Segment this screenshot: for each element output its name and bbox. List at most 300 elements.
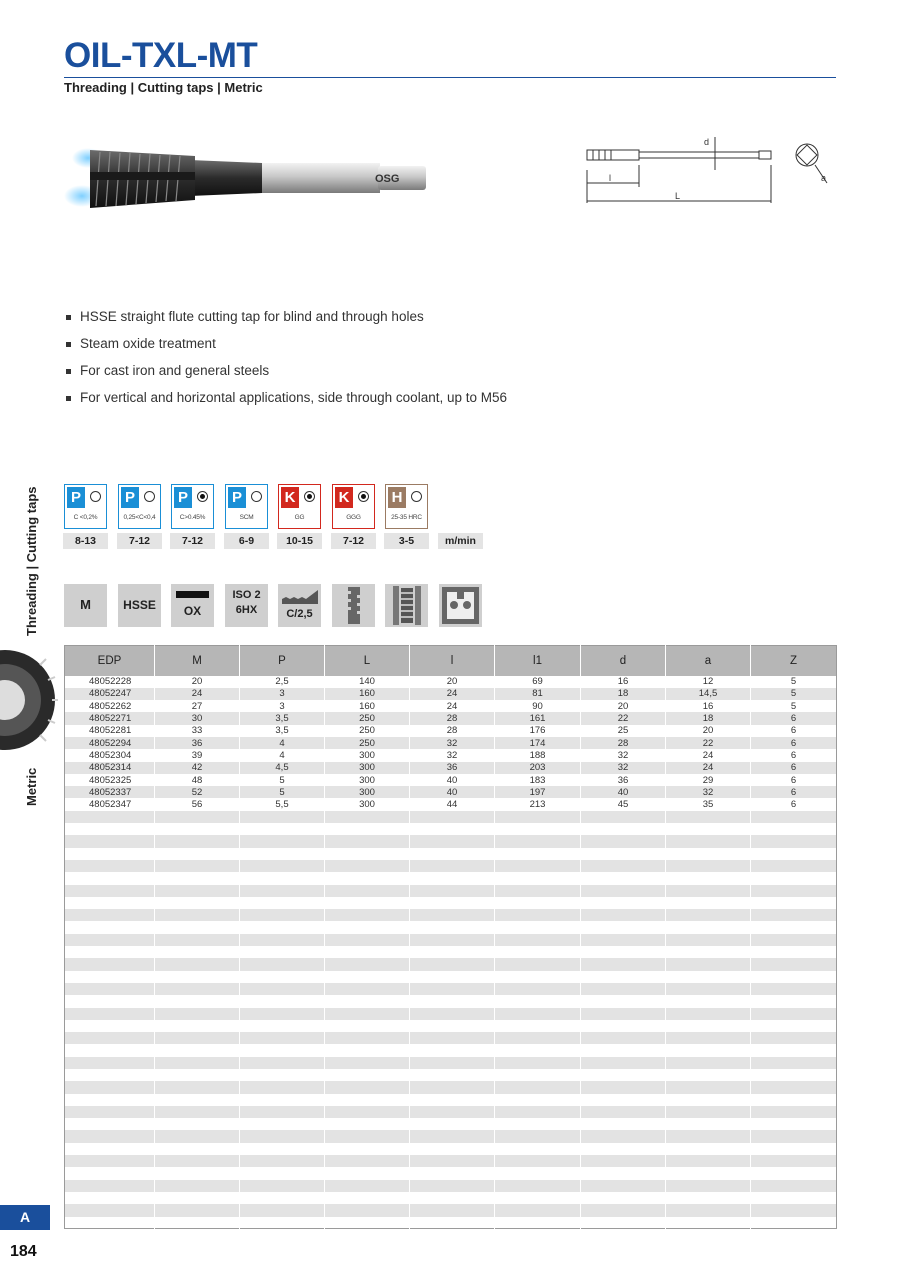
table-cell [65, 971, 155, 983]
table-cell [325, 934, 410, 946]
table-cell: 12 [666, 676, 751, 688]
table-cell [65, 1106, 155, 1118]
table-cell [751, 1032, 837, 1044]
table-cell [495, 811, 581, 823]
table-cell [65, 835, 155, 847]
material-k-gg: K GG [278, 484, 321, 529]
table-cell [581, 835, 666, 847]
column-header: EDP [65, 646, 155, 676]
empty-table-row [65, 1081, 837, 1093]
material-hsse-icon: HSSE [118, 584, 161, 627]
table-cell [581, 1192, 666, 1204]
table-cell [240, 1167, 325, 1179]
side-subcategory-label: Metric [24, 767, 39, 806]
table-cell [155, 995, 240, 1007]
table-cell: 48052304 [65, 749, 155, 761]
empty-table-row [65, 897, 837, 909]
table-cell: 176 [495, 725, 581, 737]
table-cell [155, 1118, 240, 1130]
table-cell [581, 958, 666, 970]
table-cell: 30 [155, 712, 240, 724]
empty-table-row [65, 1106, 837, 1118]
table-cell [751, 1081, 837, 1093]
table-cell [155, 823, 240, 835]
table-cell [155, 860, 240, 872]
applicability-icon [197, 491, 208, 502]
table-cell [495, 971, 581, 983]
table-cell [751, 811, 837, 823]
table-cell: 45 [581, 798, 666, 810]
table-cell [155, 848, 240, 860]
table-cell: 24 [666, 749, 751, 761]
table-cell [240, 835, 325, 847]
column-header: a [666, 646, 751, 676]
table-cell [751, 921, 837, 933]
empty-table-row [65, 1057, 837, 1069]
table-cell [751, 983, 837, 995]
table-cell [65, 921, 155, 933]
table-cell [240, 1020, 325, 1032]
table-cell: 160 [325, 700, 410, 712]
table-cell [581, 1180, 666, 1192]
table-cell [751, 1044, 837, 1056]
table-cell [495, 909, 581, 921]
table-cell [240, 1155, 325, 1167]
table-cell [325, 1155, 410, 1167]
table-cell [581, 1106, 666, 1118]
table-cell [155, 1192, 240, 1204]
table-cell: 5 [751, 688, 837, 700]
table-cell [240, 872, 325, 884]
metric-thread-icon: M [64, 584, 107, 627]
table-cell [240, 1217, 325, 1229]
table-cell [581, 1081, 666, 1093]
table-cell: 5 [240, 786, 325, 798]
table-cell [65, 1204, 155, 1216]
table-cell [65, 1167, 155, 1179]
table-cell [666, 1008, 751, 1020]
table-cell: 52 [155, 786, 240, 798]
table-cell [65, 1069, 155, 1081]
table-cell: 48052314 [65, 762, 155, 774]
table-cell [666, 1106, 751, 1118]
table-cell [325, 835, 410, 847]
table-cell [410, 835, 495, 847]
table-cell: 48052347 [65, 798, 155, 810]
table-cell [751, 1180, 837, 1192]
cutting-speed: 7-12 [117, 533, 162, 549]
table-cell [410, 1167, 495, 1179]
table-cell [666, 1069, 751, 1081]
table-cell [155, 1130, 240, 1142]
empty-table-row [65, 1180, 837, 1192]
table-cell [410, 1106, 495, 1118]
table-cell: 81 [495, 688, 581, 700]
table-cell [65, 1143, 155, 1155]
table-cell: 2,5 [240, 676, 325, 688]
table-cell [155, 1069, 240, 1081]
table-cell [65, 885, 155, 897]
table-cell: 250 [325, 737, 410, 749]
table-cell [495, 835, 581, 847]
table-cell: 28 [410, 725, 495, 737]
table-cell [751, 823, 837, 835]
svg-text:L: L [675, 191, 681, 201]
table-cell [495, 860, 581, 872]
table-cell [155, 885, 240, 897]
table-cell [325, 1094, 410, 1106]
applicability-icon [251, 491, 262, 502]
empty-table-row [65, 860, 837, 872]
table-cell: 3,5 [240, 725, 325, 737]
table-cell [751, 946, 837, 958]
table-cell [581, 1130, 666, 1142]
page-number: 184 [10, 1243, 37, 1260]
empty-table-row [65, 971, 837, 983]
empty-table-row [65, 1192, 837, 1204]
table-cell [65, 909, 155, 921]
straight-flute-icon [332, 584, 375, 627]
table-cell: 40 [410, 774, 495, 786]
table-cell [581, 848, 666, 860]
table-cell [410, 1069, 495, 1081]
table-cell [155, 811, 240, 823]
table-cell: 300 [325, 762, 410, 774]
table-cell [581, 1217, 666, 1229]
table-row [65, 676, 837, 688]
table-cell [751, 1020, 837, 1032]
empty-table-row [65, 909, 837, 921]
table-cell [410, 811, 495, 823]
table-cell [325, 848, 410, 860]
table-cell: 250 [325, 725, 410, 737]
material-k-ggg: K GGG [332, 484, 375, 529]
cutting-speed: 3-5 [384, 533, 429, 549]
table-cell [495, 1155, 581, 1167]
table-cell: 140 [325, 676, 410, 688]
table-cell: 3 [240, 700, 325, 712]
table-cell [495, 983, 581, 995]
table-cell: 69 [495, 676, 581, 688]
table-cell [240, 1192, 325, 1204]
table-cell [65, 860, 155, 872]
table-cell [325, 1032, 410, 1044]
table-cell [495, 958, 581, 970]
table-cell [410, 946, 495, 958]
table-cell [495, 1118, 581, 1130]
table-cell: 20 [410, 676, 495, 688]
table-cell [325, 1044, 410, 1056]
table-row [65, 725, 837, 737]
table-cell [240, 897, 325, 909]
table-cell: 6 [751, 737, 837, 749]
table-cell [155, 983, 240, 995]
table-cell [495, 1020, 581, 1032]
table-cell [410, 1020, 495, 1032]
chamfer-icon: C/2,5 [278, 584, 321, 627]
table-row [65, 786, 837, 798]
side-coolant-icon [439, 584, 482, 627]
table-cell [325, 909, 410, 921]
table-cell [666, 1094, 751, 1106]
table-cell: 183 [495, 774, 581, 786]
table-cell [581, 1057, 666, 1069]
table-cell [325, 1069, 410, 1081]
table-cell: 3 [240, 688, 325, 700]
table-cell [65, 1081, 155, 1093]
table-cell [240, 1069, 325, 1081]
table-cell: 4 [240, 749, 325, 761]
table-cell [495, 823, 581, 835]
table-cell [666, 1130, 751, 1142]
table-cell [155, 921, 240, 933]
table-cell [65, 872, 155, 884]
table-cell: 42 [155, 762, 240, 774]
through-hole-icon [385, 584, 428, 627]
table-cell [751, 1155, 837, 1167]
table-row [65, 700, 837, 712]
table-cell [325, 1130, 410, 1142]
table-cell [666, 1044, 751, 1056]
table-cell [751, 1094, 837, 1106]
table-cell [325, 811, 410, 823]
cutting-speed: 8-13 [63, 533, 108, 549]
column-header: Z [751, 646, 837, 676]
table-cell [495, 1032, 581, 1044]
table-cell [751, 1069, 837, 1081]
table-cell [666, 1204, 751, 1216]
table-cell: 160 [325, 688, 410, 700]
empty-table-row [65, 1130, 837, 1142]
table-cell [581, 860, 666, 872]
table-cell [155, 1032, 240, 1044]
table-cell [751, 1106, 837, 1118]
table-cell [751, 995, 837, 1007]
table-cell [495, 1192, 581, 1204]
empty-table-row [65, 1069, 837, 1081]
applicability-icon [90, 491, 101, 502]
table-cell [410, 1204, 495, 1216]
table-cell: 48052294 [65, 737, 155, 749]
side-category-label: Threading | Cutting taps [24, 486, 39, 636]
feature-item: For vertical and horizontal applications, side through coolant, up to M56 [66, 388, 507, 415]
table-cell [666, 983, 751, 995]
speed-unit: m/min [438, 533, 483, 549]
table-cell [155, 897, 240, 909]
table-cell [581, 1155, 666, 1167]
table-cell [581, 1044, 666, 1056]
table-cell [666, 946, 751, 958]
table-cell: 32 [581, 762, 666, 774]
applicability-icon [358, 491, 369, 502]
table-cell [65, 1008, 155, 1020]
table-cell [581, 872, 666, 884]
table-cell: 18 [666, 712, 751, 724]
table-cell: 300 [325, 749, 410, 761]
table-cell [751, 835, 837, 847]
table-cell: 40 [581, 786, 666, 798]
table-cell [495, 1106, 581, 1118]
table-cell: 33 [155, 725, 240, 737]
table-cell [65, 983, 155, 995]
table-cell [65, 1217, 155, 1229]
empty-table-row [65, 946, 837, 958]
table-cell [410, 885, 495, 897]
table-cell [240, 1044, 325, 1056]
column-header: l1 [495, 646, 581, 676]
table-cell [410, 1118, 495, 1130]
table-cell: 5 [751, 700, 837, 712]
table-cell [751, 1217, 837, 1229]
table-cell [65, 958, 155, 970]
table-cell [240, 1180, 325, 1192]
table-cell [325, 946, 410, 958]
table-cell [240, 1118, 325, 1130]
empty-table-row [65, 995, 837, 1007]
table-cell [410, 1155, 495, 1167]
table-cell [325, 1057, 410, 1069]
feature-item: For cast iron and general steels [66, 361, 507, 388]
table-cell: 56 [155, 798, 240, 810]
table-cell [325, 1081, 410, 1093]
table-cell [666, 971, 751, 983]
table-cell [410, 934, 495, 946]
table-cell: 16 [581, 676, 666, 688]
table-cell [495, 1143, 581, 1155]
table-cell [581, 909, 666, 921]
table-cell [410, 983, 495, 995]
table-cell [155, 1020, 240, 1032]
table-cell: 20 [155, 676, 240, 688]
table-cell: 4 [240, 737, 325, 749]
table-cell: 18 [581, 688, 666, 700]
table-cell [65, 1094, 155, 1106]
table-cell [155, 1204, 240, 1216]
table-cell [410, 1044, 495, 1056]
table-cell: 6 [751, 786, 837, 798]
table-cell [751, 1130, 837, 1142]
empty-table-row [65, 1020, 837, 1032]
table-cell [581, 971, 666, 983]
table-cell [240, 1130, 325, 1142]
table-cell [240, 1094, 325, 1106]
table-cell: 24 [666, 762, 751, 774]
table-cell [666, 1057, 751, 1069]
table-cell [751, 848, 837, 860]
table-row [65, 749, 837, 761]
empty-table-row [65, 1155, 837, 1167]
table-cell [155, 909, 240, 921]
table-cell [325, 971, 410, 983]
table-cell [410, 1180, 495, 1192]
page-subtitle: Threading | Cutting taps | Metric [64, 80, 263, 95]
column-header: M [155, 646, 240, 676]
table-cell [410, 958, 495, 970]
table-cell [155, 1167, 240, 1179]
table-cell [410, 1192, 495, 1204]
table-cell [666, 1167, 751, 1179]
table-cell [495, 872, 581, 884]
tolerance-icon: ISO 2 6HX [225, 584, 268, 627]
table-cell [751, 1167, 837, 1179]
table-cell: 300 [325, 774, 410, 786]
table-cell [155, 872, 240, 884]
table-cell [155, 971, 240, 983]
svg-text:OSG: OSG [375, 173, 400, 185]
empty-table-row [65, 1032, 837, 1044]
column-header: P [240, 646, 325, 676]
table-row [65, 798, 837, 810]
table-cell: 22 [581, 712, 666, 724]
table-cell [410, 823, 495, 835]
feature-list [66, 307, 507, 415]
table-cell [240, 958, 325, 970]
table-cell [325, 921, 410, 933]
section-tab: A [0, 1205, 50, 1230]
empty-table-row [65, 823, 837, 835]
material-p-scm: P SCM [225, 484, 268, 529]
table-body [65, 676, 837, 1229]
table-cell [666, 860, 751, 872]
table-cell: 22 [666, 737, 751, 749]
table-cell [751, 971, 837, 983]
table-cell [410, 1057, 495, 1069]
table-cell [155, 934, 240, 946]
table-cell [751, 872, 837, 884]
table-cell [666, 958, 751, 970]
table-cell [65, 995, 155, 1007]
bullet-icon [66, 396, 71, 401]
cutting-speed: 10-15 [277, 533, 322, 549]
empty-table-row [65, 983, 837, 995]
table-cell [240, 860, 325, 872]
table-cell: 28 [410, 712, 495, 724]
table-cell [581, 1167, 666, 1179]
table-cell [155, 1057, 240, 1069]
table-cell [65, 1192, 155, 1204]
table-cell [751, 958, 837, 970]
title-divider [64, 77, 836, 78]
table-cell [495, 1094, 581, 1106]
table-cell [581, 1094, 666, 1106]
table-cell [240, 848, 325, 860]
table-cell [751, 1143, 837, 1155]
table-cell [751, 1118, 837, 1130]
table-cell [240, 1032, 325, 1044]
table-cell [240, 1008, 325, 1020]
table-cell [155, 1044, 240, 1056]
table-cell: 161 [495, 712, 581, 724]
table-row [65, 737, 837, 749]
table-cell [325, 1167, 410, 1179]
table-cell [410, 848, 495, 860]
table-row [65, 774, 837, 786]
table-cell [240, 1143, 325, 1155]
table-cell: 300 [325, 798, 410, 810]
table-cell [65, 1057, 155, 1069]
table-cell [495, 897, 581, 909]
table-cell [495, 1044, 581, 1056]
table-cell [240, 811, 325, 823]
tap-technical-drawing [575, 125, 840, 215]
table-cell: 25 [581, 725, 666, 737]
material-p-low-carbon: P C <0,2% [64, 484, 107, 529]
table-cell [240, 921, 325, 933]
table-cell [581, 1020, 666, 1032]
table-cell [325, 860, 410, 872]
coating-ox-icon: OX [171, 584, 214, 627]
table-cell [666, 848, 751, 860]
